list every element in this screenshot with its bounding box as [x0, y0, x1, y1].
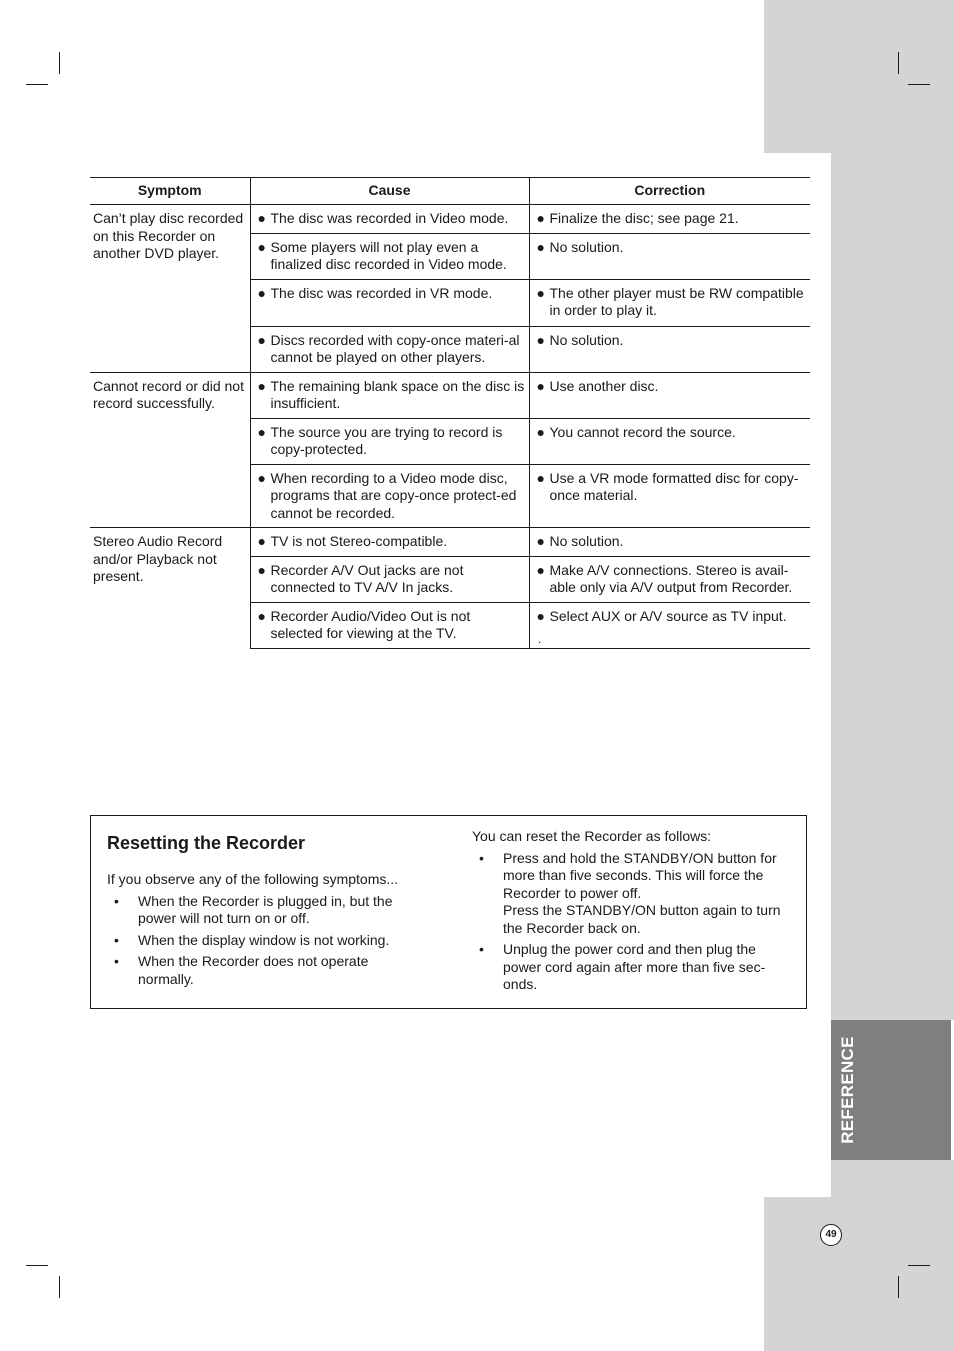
crop-mark	[908, 84, 930, 85]
correction-cell	[529, 279, 810, 326]
cause-text: Some players will not play even a finalized disc recorded in Video mode.	[270, 238, 507, 272]
table-row	[90, 205, 810, 234]
correction-cell	[529, 528, 810, 557]
symptom-cell: Stereo Audio Record and/or Playback not present.	[90, 528, 250, 649]
bullet-icon: ●	[257, 607, 266, 624]
side-gray-band-middle	[831, 153, 954, 1020]
correction-text: Finalize the disc; see page 21.	[549, 210, 739, 226]
crop-mark	[898, 1276, 899, 1298]
cause-text: The remaining blank space on the disc is insufficient.	[270, 377, 525, 411]
symptom-cell: Can’t play disc recorded on this Recorder on another DVD player.	[90, 205, 250, 373]
reset-intro-left: If you observe any of the following symptoms...	[107, 871, 399, 887]
bullet-icon: ●	[257, 284, 266, 301]
cause-text: The source you are trying to record is copy-protected.	[270, 423, 503, 457]
correction-cell	[529, 233, 810, 279]
reset-step-list	[472, 850, 797, 994]
reset-intro-right: You can reset the Recorder as follows:	[472, 828, 712, 844]
list-item	[107, 953, 427, 988]
correction-cell	[529, 464, 810, 528]
correction-cell	[529, 602, 810, 648]
bullet-icon: ●	[536, 561, 545, 578]
crop-mark	[59, 52, 60, 74]
section-tab-label: REFERENCE	[838, 1036, 857, 1144]
table-header-row	[90, 178, 810, 205]
cause-cell	[250, 279, 529, 326]
table-row	[90, 528, 810, 557]
cause-text: Recorder Audio/Video Out is not selected for viewing at the TV.	[270, 607, 471, 641]
bullet-icon: ●	[536, 210, 545, 226]
step-text: Unplug the power cord and then plug the power cord again after more than five sec-onds.	[503, 941, 766, 992]
bullet-icon: ●	[536, 423, 545, 440]
bullet-icon: ●	[536, 284, 545, 301]
list-item	[472, 850, 797, 938]
cause-cell	[250, 233, 529, 279]
cause-text: The disc was recorded in VR mode.	[270, 284, 493, 301]
bullet-icon: ●	[536, 238, 545, 255]
step-text: Press and hold the STANDBY/ON button for more than five seconds. This will force the Recorder to power off.	[503, 849, 777, 901]
cause-cell	[250, 528, 529, 557]
cause-text: Recorder A/V Out jacks are not connected to TV A/V In jacks.	[270, 561, 464, 595]
crop-mark	[908, 1265, 930, 1266]
correction-cell	[529, 556, 810, 602]
correction-text: Use another disc.	[549, 377, 659, 394]
cause-cell	[250, 326, 529, 372]
bullet-icon: •	[114, 931, 119, 948]
stray-dot: .	[538, 632, 542, 646]
bullet-icon: ●	[257, 377, 266, 394]
correction-cell	[529, 418, 810, 464]
bullet-icon: ●	[536, 377, 545, 394]
cause-text: Discs recorded with copy-once materi-al cannot be played on other players.	[270, 331, 520, 365]
correction-text: No solution.	[549, 238, 624, 255]
crop-mark	[59, 1276, 60, 1298]
bullet-icon: •	[479, 849, 484, 866]
bullet-icon: •	[114, 892, 119, 909]
crop-mark	[26, 84, 48, 85]
reset-title: Resetting the Recorder	[107, 833, 306, 853]
correction-cell	[529, 372, 810, 418]
cause-cell	[250, 602, 529, 648]
side-gray-band-top	[764, 0, 954, 153]
reset-symptoms-column	[107, 871, 427, 992]
header-symptom: Symptom	[90, 178, 250, 205]
list-item-text: When the Recorder does not operate normally.	[138, 953, 369, 987]
troubleshooting-table	[90, 177, 810, 649]
cause-text: TV is not Stereo-compatible.	[270, 533, 448, 549]
crop-mark	[26, 1265, 48, 1266]
correction-text: Select AUX or A/V source as TV input.	[549, 607, 787, 624]
correction-cell	[529, 326, 810, 372]
cause-cell	[250, 418, 529, 464]
bullet-icon: ●	[536, 469, 545, 486]
correction-text: The other player must be RW compatible in order to play it.	[549, 284, 804, 318]
side-gray-band-bottom	[764, 1197, 954, 1351]
header-correction: Correction	[529, 178, 810, 205]
reset-steps-column	[472, 828, 797, 998]
correction-text: You cannot record the source.	[549, 423, 736, 440]
correction-text: No solution.	[549, 533, 624, 549]
bullet-icon: ●	[257, 238, 266, 255]
list-item	[107, 893, 427, 928]
cause-cell	[250, 205, 529, 234]
step-text-continued: Press the STANDBY/ON button again to turn the Recorder back on.	[503, 902, 781, 936]
list-item-text: When the display window is not working.	[138, 931, 390, 948]
page-number: 49	[820, 1224, 842, 1246]
list-item-text: When the Recorder is plugged in, but the power will not turn on or off.	[138, 892, 393, 926]
bullet-icon: ●	[257, 210, 266, 226]
table-row	[90, 372, 810, 418]
cause-cell	[250, 464, 529, 528]
bullet-icon: ●	[257, 331, 266, 348]
correction-cell	[529, 205, 810, 234]
bullet-icon: ●	[257, 423, 266, 440]
bullet-icon: ●	[536, 331, 545, 348]
correction-text: Use a VR mode formatted disc for copy-once material.	[549, 469, 799, 503]
cause-cell	[250, 372, 529, 418]
cause-text: The disc was recorded in Video mode.	[270, 210, 509, 226]
header-cause: Cause	[250, 178, 529, 205]
side-gray-band-lower	[831, 1160, 954, 1197]
correction-text: Make A/V connections. Stereo is avail-able only via A/V output from Recorder.	[549, 561, 793, 595]
bullet-icon: ●	[257, 561, 266, 578]
reset-symptom-list	[107, 893, 427, 989]
symptom-cell: Cannot record or did not record successfully.	[90, 372, 250, 528]
crop-mark	[898, 52, 899, 74]
correction-text: No solution.	[549, 331, 624, 348]
cause-text: When recording to a Video mode disc, programs that are copy-once protect-ed cannot be recorded.	[270, 469, 517, 521]
cause-cell	[250, 556, 529, 602]
bullet-icon: ●	[257, 469, 266, 486]
bullet-icon: •	[479, 941, 484, 957]
bullet-icon: ●	[536, 607, 545, 624]
bullet-icon: ●	[536, 533, 545, 549]
bullet-icon: ●	[257, 533, 266, 549]
reset-recorder-box	[90, 815, 807, 1009]
bullet-icon: •	[114, 953, 119, 969]
list-item	[472, 941, 797, 994]
list-item	[107, 932, 427, 950]
